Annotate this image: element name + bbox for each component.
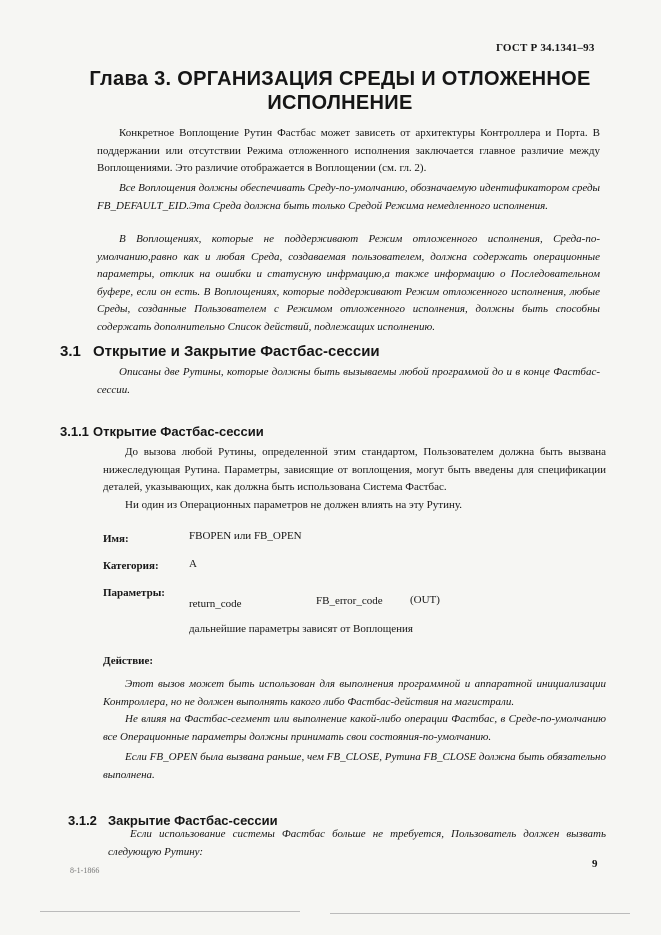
param-return-code: return_code	[189, 598, 242, 610]
action-paragraph-1: Этот вызов может быть использован для выполнения программной и аппаратной инициализации Контроллера, но не должен выполнять какого либо Фастбас-действия на магистрали.	[103, 678, 606, 708]
param-fb-error-code: FB_error_code	[316, 595, 383, 607]
section-number: 3.1	[60, 343, 81, 360]
print-mark: 8-1-1866	[70, 866, 100, 875]
section-title: Закрытие Фастбас-сессии	[108, 813, 278, 828]
action-label: Действие:	[103, 655, 154, 667]
category-value: A	[189, 558, 197, 570]
scan-line-left	[40, 911, 300, 912]
standard-header: ГОСТ Р 34.1341–93	[496, 42, 595, 54]
section-number: 3.1.2	[68, 813, 97, 828]
page-number: 9	[592, 858, 598, 870]
chapter-title	[60, 67, 620, 115]
action-paragraph-2: Не влияя на Фастбас-сегмент или выполнение какой-либо операции Фастбас, в Среде-по-умолчанию все Операционные параметры должны принимать свои состояния-по-умолчанию.	[103, 713, 606, 743]
section-number: 3.1.1	[60, 424, 89, 439]
name-label: Имя:	[103, 533, 129, 545]
intro-paragraph-2: Все Воплощения должны обеспечивать Среду-по-умолчанию, обозначаемую идентификатором среды FB_DEFAULT_EID.Эта Среда должна быть только Средой Режима немедленного исполнения.	[97, 182, 600, 212]
section-3-1-1-heading	[60, 424, 264, 439]
chapter-title-line-1: Глава 3. ОРГАНИЗАЦИЯ СРЕДЫ И ОТЛОЖЕННОЕ	[89, 68, 591, 90]
intro-paragraph-1: Конкретное Воплощение Рутин Фастбас может зависеть от архитектуры Контроллера и Порта. В поддержании или отсутствии Режима отложенного исполнения заключается главное различие между Воплощениями. Это различие отображается в Воплощении (см. гл. 2).	[97, 127, 600, 174]
action-paragraph-3: Если FB_OPEN была вызвана раньше, чем FB_CLOSE, Рутина FB_CLOSE должна быть обязательно выполнена.	[103, 751, 606, 781]
category-label: Категория:	[103, 560, 159, 572]
section-title: Открытие Фастбас-сессии	[93, 424, 264, 439]
section-3-1-text: Описаны две Рутины, которые должны быть вызываемы любой программой до и в конце Фастбас-сессии.	[97, 366, 600, 396]
section-3-1-1-paragraph-1: До вызова любой Рутины, определенной этим стандартом, Пользователем должна быть вызвана нижеследующая Рутина. Параметры, зависящие от воплощения, могут быть введены для спецификации деталей, указывающих, как должна быть использована Система Фастбас.	[103, 446, 606, 493]
name-value: FBOPEN или FB_OPEN	[189, 530, 302, 542]
chapter-title-line-2: ИСПОЛНЕНИЕ	[267, 92, 413, 114]
section-3-1-2-text: Если использование системы Фастбас больше не требуется, Пользователь должен вызвать следующую Рутину:	[108, 828, 606, 858]
params-note: дальнейшие параметры зависят от Воплощения	[189, 623, 413, 635]
intro-paragraph-3: В Воплощениях, которые не поддерживают Режим отложенного исполнения, Среда-по-умолчанию,равно как и любая Среда, создаваемая пользователем, должна содержать операционные параметры, отклик на ошибки и статусную инфрмацию,а также информацию о Последовательном буфере, если он есть. В Воплощениях, которые поддерживают Режим отложенного исполнения, любые Среды, созданные Пользователем с Режимом отложенного исполнения, должны быть способны содержать дополнительно Список действий, подлежащих исполнению.	[97, 233, 600, 333]
section-title: Открытие и Закрытие Фастбас-сессии	[93, 343, 380, 360]
section-3-1-1-paragraph-2: Ни один из Операционных параметров не должен влиять на эту Рутину.	[125, 499, 463, 511]
scan-line-right	[330, 913, 630, 914]
params-label: Параметры:	[103, 587, 165, 599]
section-3-1-heading	[60, 343, 380, 360]
param-direction: (OUT)	[410, 594, 440, 606]
